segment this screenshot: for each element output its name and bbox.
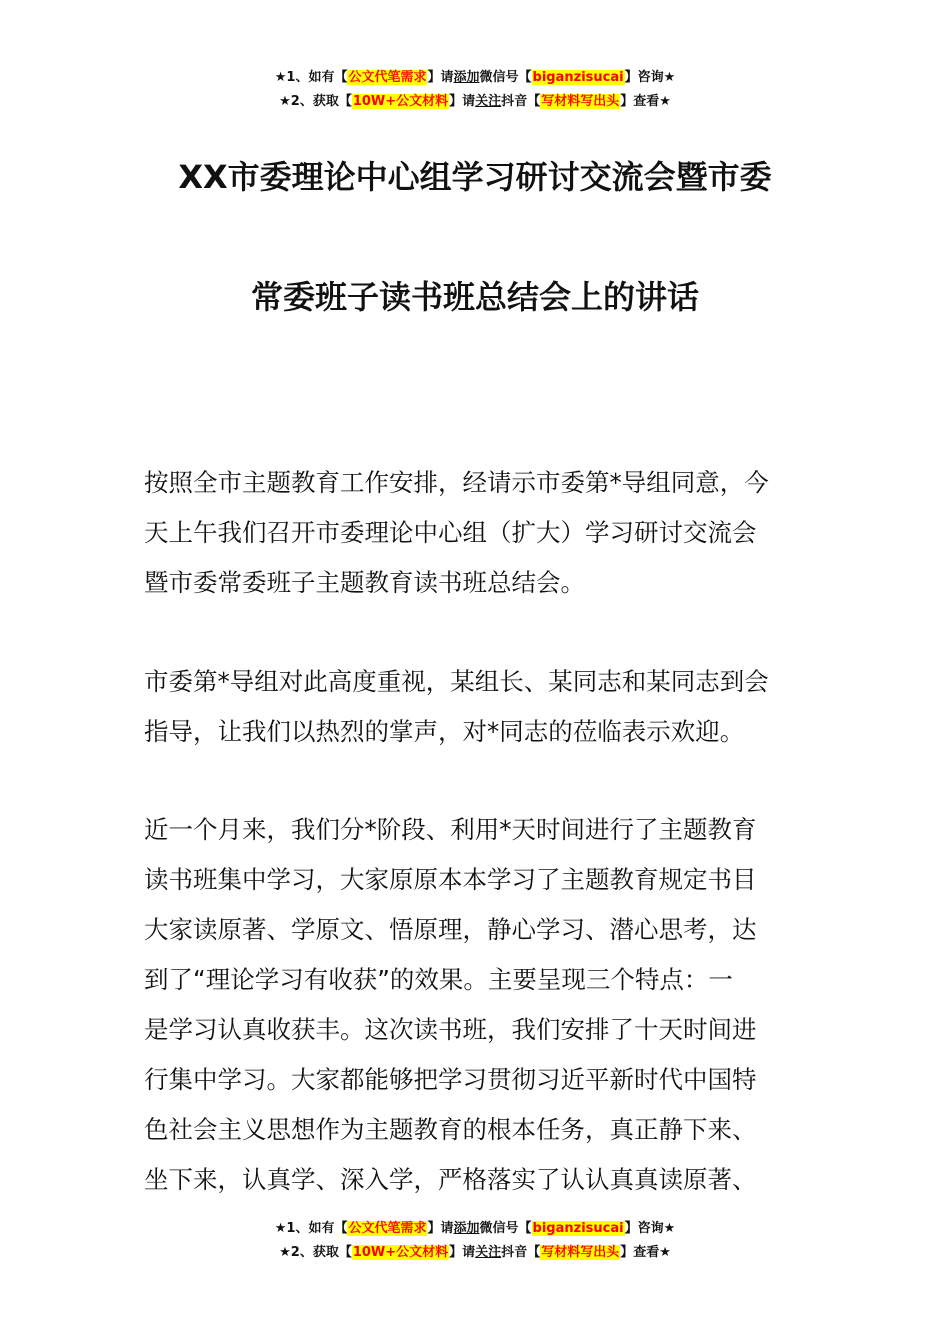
promo-text: 微信号【: [479, 70, 532, 85]
promo-douyin-id: 写材料写出头: [541, 94, 620, 109]
promo-text: 】咨询★: [624, 70, 676, 85]
promo-text: 】请: [427, 70, 454, 85]
promo-text: ★1、如有【: [274, 1221, 348, 1236]
promo-underlined: 添加: [453, 1221, 480, 1236]
text-line: 色社会主义思想作为主题教育的根本任务，真正静下来、: [144, 1115, 757, 1144]
document-title-line-2: 常委班子读书班总结会上的讲话: [250, 278, 699, 316]
promo-text: 抖音【: [501, 94, 541, 109]
promo-line-1: [0, 1217, 950, 1241]
text-line: 坐下来，认真学、深入学，严格落实了认认真真读原著、: [144, 1165, 757, 1194]
paragraph-2: [144, 657, 809, 757]
text-line: 按照全市主题教育工作安排，经请示市委第*导组同意，今: [144, 468, 769, 497]
promo-text: 】查看★: [620, 1245, 671, 1260]
promo-text: 】查看★: [620, 94, 671, 109]
promo-wechat-id: biganzisucai: [532, 1221, 624, 1236]
promo-douyin-id: 写材料写出头: [541, 1245, 620, 1260]
paragraph-3: [144, 805, 809, 1205]
text-line: 市委第*导组对此高度重视，某组长、某同志和某同志到会: [144, 667, 769, 696]
promo-text: 】咨询★: [624, 1221, 676, 1236]
text-line: 读书班集中学习，大家原原本本学习了主题教育规定书目: [144, 865, 757, 894]
text-line: 暨市委常委班子主题教育读书班总结会。: [144, 568, 585, 597]
promo-line-2: [0, 1241, 950, 1265]
promo-text: 微信号【: [479, 1221, 532, 1236]
text-line: 指导，让我们以热烈的掌声，对*同志的莅临表示欢迎。: [144, 717, 745, 746]
promo-wechat-id: biganzisucai: [532, 70, 624, 85]
promo-text: ★2、获取【: [279, 1245, 352, 1260]
bottom-promo-banner: [0, 1217, 950, 1265]
text-line: 到了“理论学习有收获”的效果。主要呈现三个特点：一: [144, 965, 733, 994]
text-line: 近一个月来，我们分*阶段、利用*天时间进行了主题教育: [144, 815, 757, 844]
promo-text: 】请: [427, 1221, 454, 1236]
promo-text: ★2、获取【: [279, 94, 352, 109]
promo-text: 抖音【: [501, 1245, 541, 1260]
promo-text: 】请: [449, 94, 476, 109]
promo-highlight: 公文代笔需求: [348, 1221, 427, 1236]
promo-line-2: [0, 90, 950, 114]
promo-highlight: 10W+公文材料: [352, 1245, 449, 1260]
text-line: 行集中学习。大家都能够把学习贯彻习近平新时代中国特: [144, 1065, 757, 1094]
promo-underlined: 关注: [475, 94, 502, 109]
promo-text: 】请: [449, 1245, 476, 1260]
top-promo-banner: [0, 66, 950, 114]
promo-underlined: 关注: [475, 1245, 502, 1260]
promo-text: ★1、如有【: [274, 70, 348, 85]
text-line: 是学习认真收获丰。这次读书班，我们安排了十天时间进: [144, 1015, 757, 1044]
promo-highlight: 10W+公文材料: [352, 94, 449, 109]
text-line: 大家读原著、学原文、悟原理，静心学习、潜心思考，达: [144, 915, 757, 944]
promo-underlined: 添加: [453, 70, 480, 85]
text-line: 天上午我们召开市委理论中心组（扩大）学习研讨交流会: [144, 518, 757, 547]
promo-line-1: [0, 66, 950, 90]
document-title-line-1: XX市委理论中心组学习研讨交流会暨市委: [178, 158, 772, 196]
promo-highlight: 公文代笔需求: [348, 70, 427, 85]
paragraph-1: [144, 458, 809, 608]
